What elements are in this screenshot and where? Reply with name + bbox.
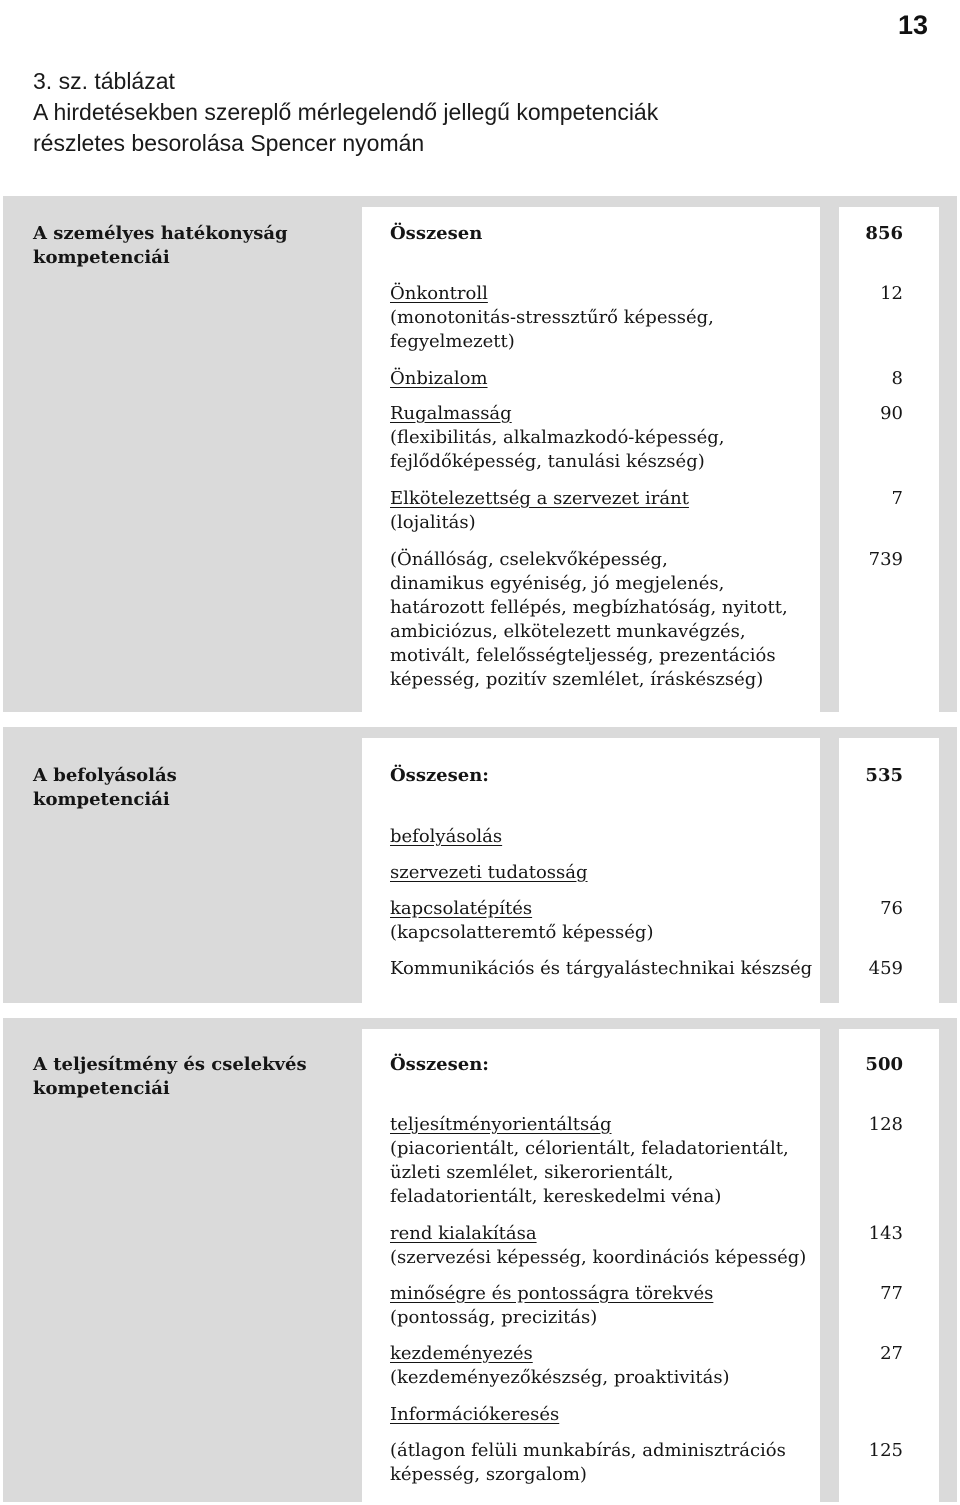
competency-desc: (átlagon felüli munkabírás, adminisztrációs <box>390 1440 786 1461</box>
category-label: A személyes hatékonyság kompetenciái <box>33 223 288 268</box>
competency-row <box>390 1342 730 1390</box>
competency-value: 76 <box>880 898 903 919</box>
competency-row <box>390 1403 559 1427</box>
competency-value: 7 <box>891 488 903 509</box>
total-value: 856 <box>865 223 903 244</box>
competency-desc: (kezdeményezőkészség, proaktivitás) <box>390 1367 730 1388</box>
competency-row <box>390 487 689 535</box>
competency-title: Önbizalom <box>390 368 488 389</box>
caption-line: A hirdetésekben szereplő mérlegelendő jellegű kompetenciák <box>33 99 659 125</box>
competency-value: 27 <box>880 1343 903 1364</box>
competency-value: 77 <box>880 1283 903 1304</box>
competency-desc: fejlődőképesség, tanulási készség) <box>390 451 705 472</box>
total-label: Összesen: <box>390 1054 489 1075</box>
competency-title: kezdeményezés <box>390 1343 533 1364</box>
caption-line: részletes besorolása Spencer nyomán <box>33 130 425 156</box>
competency-row <box>390 1113 789 1209</box>
competency-row <box>390 861 588 885</box>
caption-line: 3. sz. táblázat <box>33 68 175 94</box>
competency-value: 8 <box>891 368 903 389</box>
competency-desc: fegyelmezett) <box>390 331 515 352</box>
competency-value: 12 <box>880 283 903 304</box>
competency-title: szervezeti tudatosság <box>390 862 588 883</box>
competency-title: Rugalmasság <box>390 403 512 424</box>
competency-row <box>390 825 502 849</box>
section-achievement-action <box>3 1018 957 1502</box>
competency-row <box>390 367 488 391</box>
category-label: A befolyásolás kompetenciái <box>33 765 177 810</box>
competency-desc: üzleti szemlélet, sikerorientált, <box>390 1162 674 1183</box>
total-value: 535 <box>865 765 903 786</box>
competency-value: 143 <box>868 1223 903 1244</box>
competency-desc: képesség, szorgalom) <box>390 1464 587 1485</box>
competency-desc: (pontosság, precizitás) <box>390 1307 598 1328</box>
page-number: 13 <box>897 10 928 40</box>
competency-desc: (monotonitás-stressztűrő képesség, <box>390 307 714 328</box>
competency-desc: (flexibilitás, alkalmazkodó-képesség, <box>390 427 725 448</box>
competency-title: Információkeresés <box>390 1404 560 1425</box>
competency-row <box>390 282 714 354</box>
competency-desc: (Önállóság, cselekvőképesség, <box>390 549 668 570</box>
competency-title: Elkötelezettség a szervezet iránt <box>390 488 689 509</box>
competency-title: kapcsolatépítés <box>390 898 533 919</box>
competency-row <box>390 897 653 945</box>
competency-title: Önkontroll <box>390 283 488 304</box>
section-influence <box>3 727 957 1003</box>
competency-desc: Kommunikációs és tárgyalástechnikai készség <box>390 958 813 979</box>
competency-value: 125 <box>868 1440 903 1461</box>
competency-desc: határozott fellépés, megbízhatóság, nyitott, <box>390 597 788 618</box>
total-label: Összesen <box>390 223 483 244</box>
competency-value: 459 <box>868 958 903 979</box>
table-caption <box>33 66 658 159</box>
competency-desc: (szervezési képesség, koordinációs képesség) <box>390 1247 807 1268</box>
competency-desc: ambiciózus, elkötelezett munkavégzés, <box>390 621 746 642</box>
competency-desc: képesség, pozitív szemlélet, íráskészség) <box>390 669 764 690</box>
total-label: Összesen: <box>390 765 489 786</box>
competency-value: 128 <box>868 1114 903 1135</box>
competency-desc: dinamikus egyéniség, jó megjelenés, <box>390 573 725 594</box>
competency-row <box>390 1282 713 1330</box>
competency-row <box>390 1222 806 1270</box>
total-value: 500 <box>865 1054 903 1075</box>
competency-title: rend kialakítása <box>390 1223 537 1244</box>
competency-row <box>390 957 812 981</box>
competency-row <box>390 1439 786 1487</box>
competency-title: minőségre és pontosságra törekvés <box>390 1283 714 1304</box>
competency-desc: feladatorientált, kereskedelmi véna) <box>390 1186 722 1207</box>
competency-row <box>390 402 725 474</box>
competency-title: teljesítményorientáltság <box>390 1114 612 1135</box>
competency-desc: motivált, felelősségteljesség, prezentációs <box>390 645 776 666</box>
competency-row <box>390 548 788 692</box>
competency-desc: (piacorientált, célorientált, feladatorientált, <box>390 1138 789 1159</box>
competency-title: befolyásolás <box>390 826 503 847</box>
competency-value: 739 <box>868 549 903 570</box>
category-label: A teljesítmény és cselekvés kompetenciái <box>33 1054 307 1099</box>
competency-value: 90 <box>880 403 903 424</box>
competency-desc: (lojalitás) <box>390 512 476 533</box>
competency-desc: (kapcsolatteremtő képesség) <box>390 922 654 943</box>
section-personal-effectiveness <box>3 196 957 712</box>
